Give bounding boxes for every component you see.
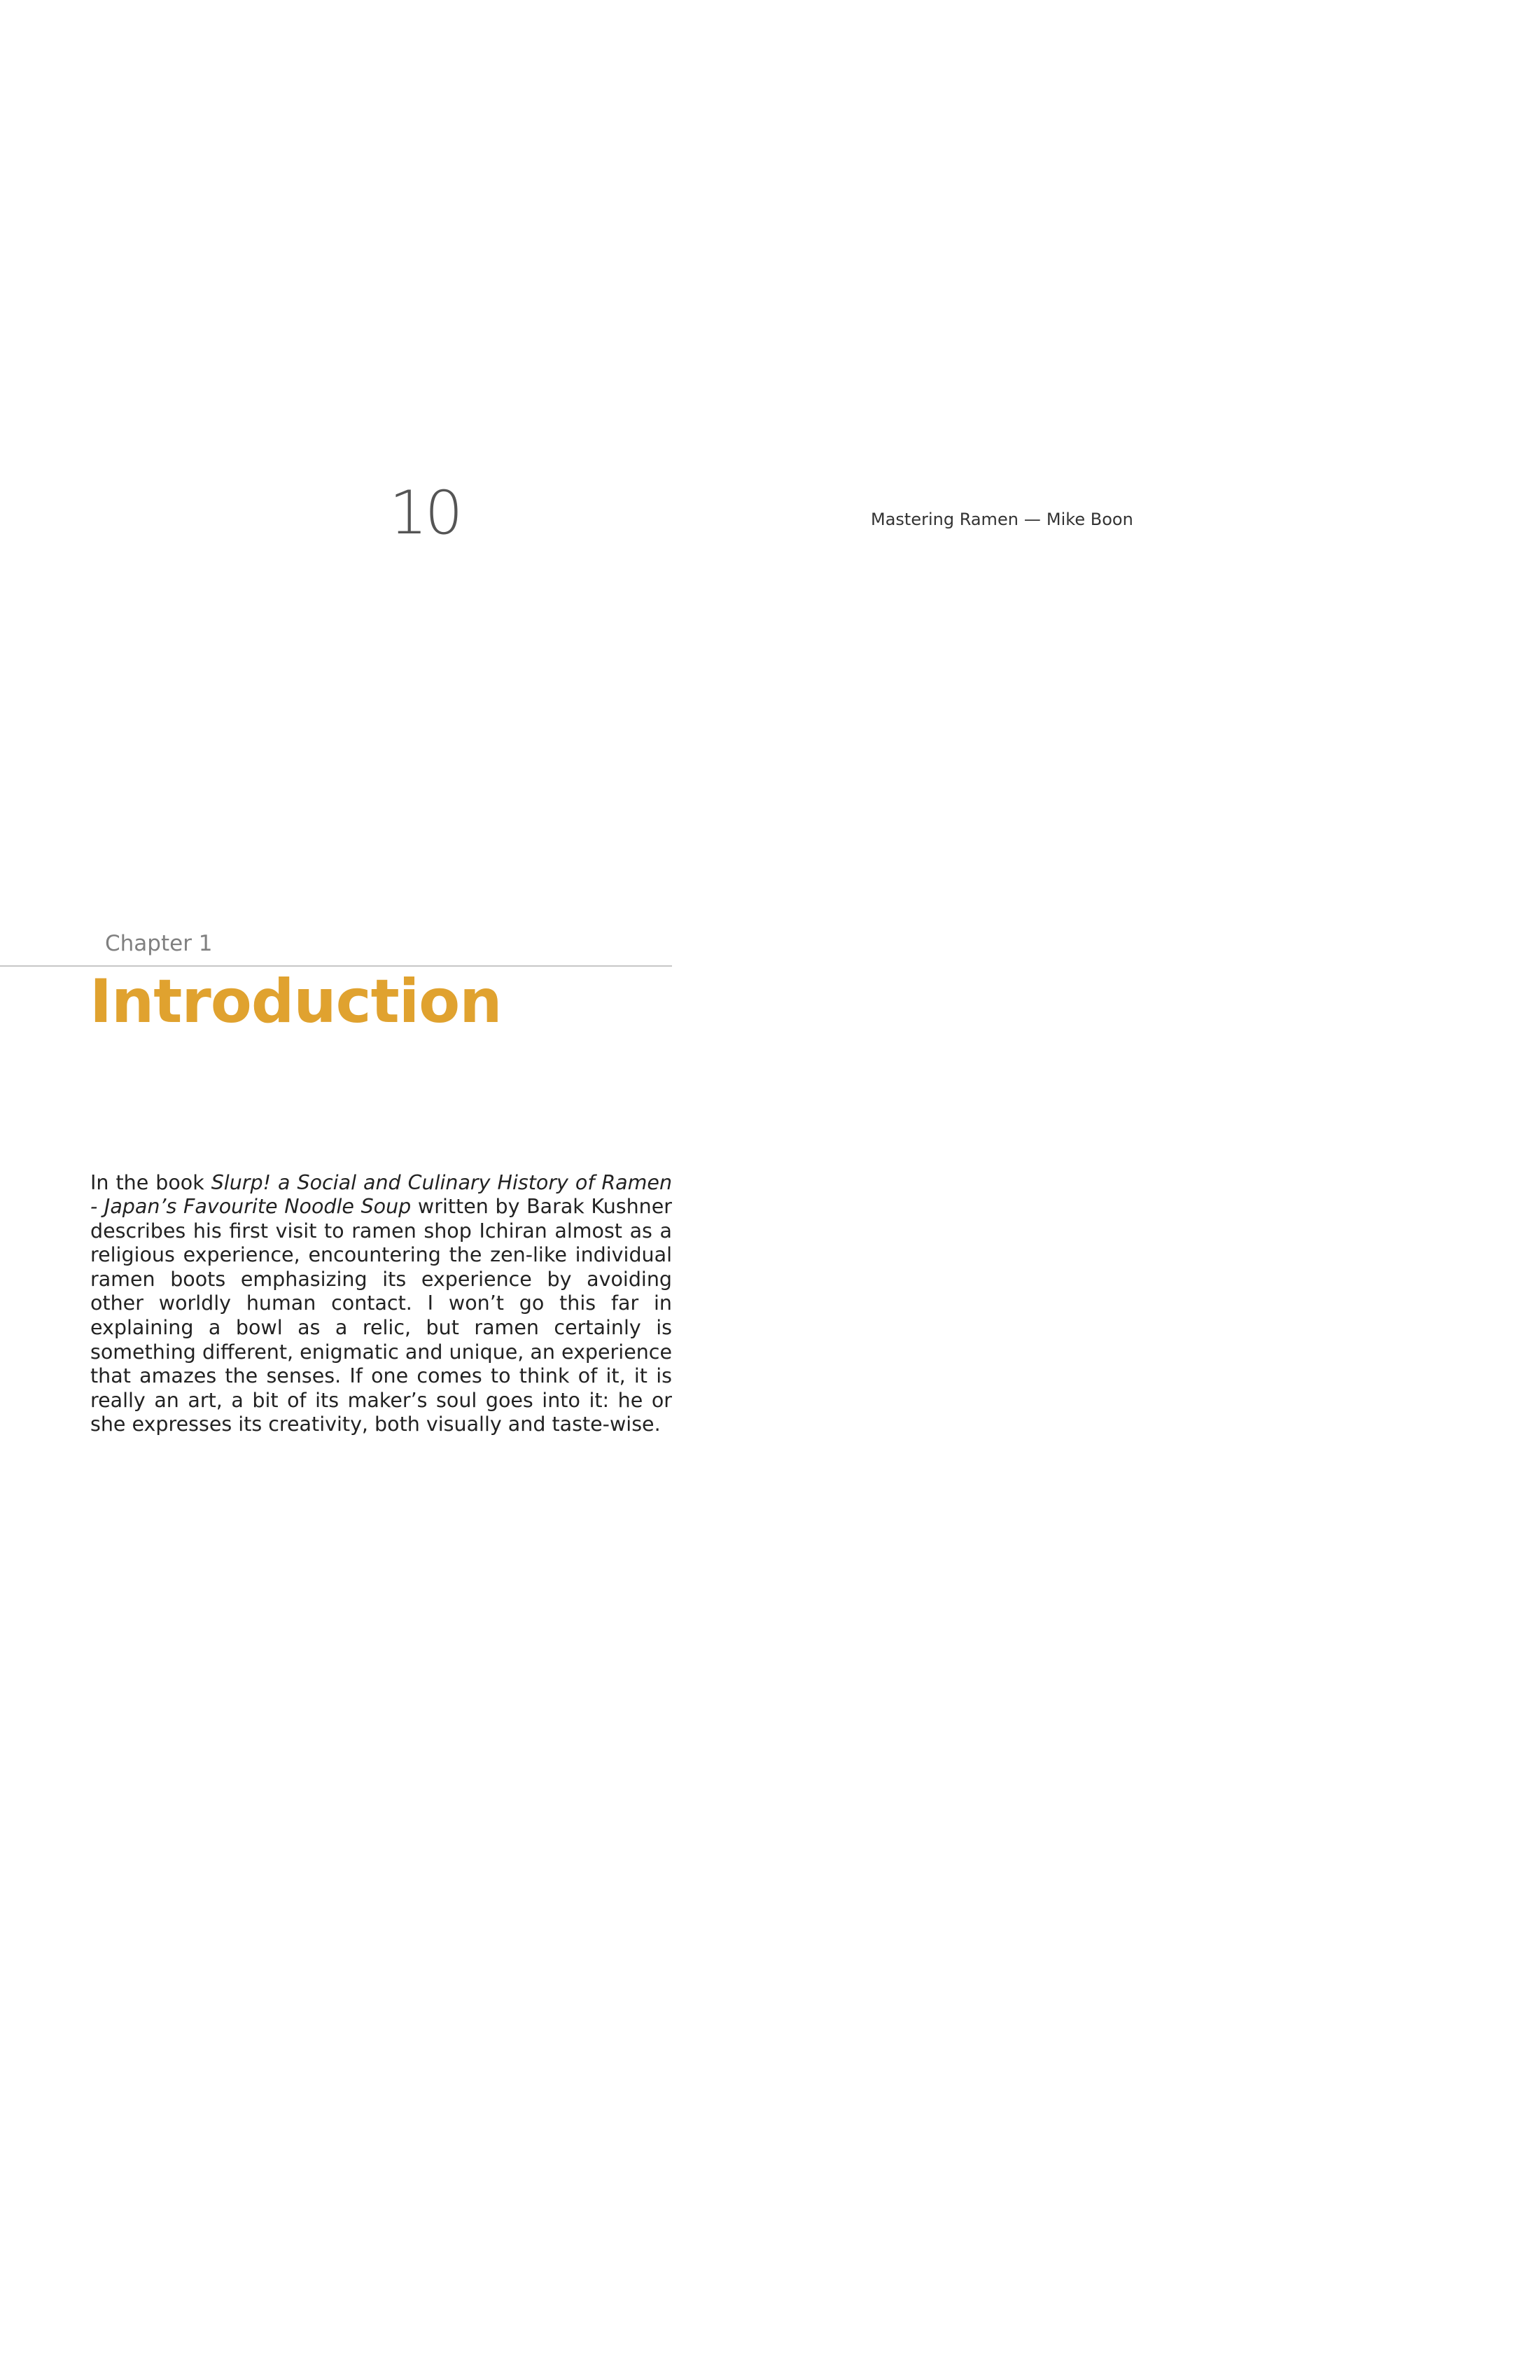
running-header xyxy=(871,510,1133,530)
chapter-label: Chapter 1 xyxy=(105,931,213,956)
body-paragraph xyxy=(90,1171,672,1438)
header-separator: — xyxy=(1023,510,1041,529)
book-title: Mastering Ramen xyxy=(871,510,1018,529)
book-reference-title: Slurp! a Social and Culinary History of Ramen - Japan’s Favourite Noodle Soup xyxy=(90,1170,673,1219)
author-name: Mike Boon xyxy=(1046,510,1133,529)
body-text-main: written by Barak Kushner describes his first visit to ramen shop Ichiran almost as a religious experience, encountering the zen-like individual ramen boots emphasizing its experience by avoiding other worldly human contact. I won’t go this far in explaining a bowl as a relic, but ramen certainly is something different, enigmatic and unique, an experience that amazes the senses. If one comes to think of it, it is really an art, a bit of its maker’s soul goes into it: he or she expresses its creativity, both visually and taste-wise. xyxy=(90,1195,672,1436)
chapter-title: Introduction xyxy=(90,967,502,1037)
page-number: 10 xyxy=(389,478,461,548)
body-text-intro: In the book xyxy=(90,1170,211,1194)
